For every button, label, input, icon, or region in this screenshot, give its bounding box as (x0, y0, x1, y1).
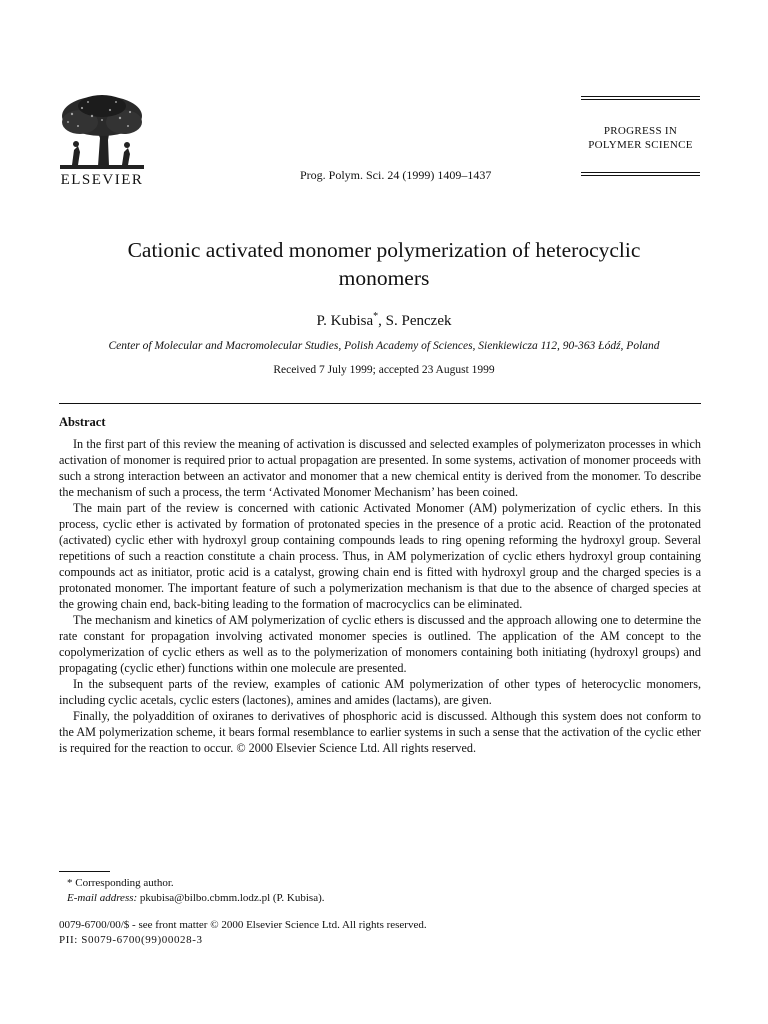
journal-name-line: POLYMER SCIENCE (588, 139, 693, 151)
author-name: P. Kubisa (316, 313, 374, 329)
title-line: monomers (338, 266, 430, 290)
rule-divider (581, 172, 700, 173)
section-divider (59, 403, 701, 404)
corresponding-author-note: * Corresponding author. (67, 877, 174, 889)
journal-name (581, 124, 700, 152)
author-separator: , (378, 313, 386, 329)
footnotes (59, 876, 701, 906)
rule-divider (581, 175, 700, 176)
copyright-line: 0079-6700/00/$ - see front matter © 2000 Elsevier Science Ltd. All rights reserved. (59, 919, 427, 931)
journal-citation: Prog. Polym. Sci. 24 (1999) 1409–1437 (300, 168, 492, 182)
rule-divider (581, 99, 700, 100)
journal-banner (581, 96, 700, 178)
email-note (59, 891, 701, 906)
pii-line: PII: S0079-6700(99)00028-3 (59, 934, 203, 946)
footnote-divider (59, 871, 110, 872)
rule-divider (581, 96, 700, 97)
author-affiliation: Center of Molecular and Macromolecular Studies, Polish Academy of Sciences, Sienkiewicza 112, 90-363 Łódź, Poland (108, 340, 660, 352)
article-title (80, 236, 688, 292)
elsevier-tree-logo-icon (58, 94, 146, 172)
publisher-name: ELSEVIER (60, 172, 144, 188)
abstract-paragraph: In the subsequent parts of the review, examples of cationic AM polymerization of other types of heterocyclic monomers, including cyclic acetals, cyclic esters (lactones), amines and amides (lactams), are given. (59, 677, 701, 707)
abstract-paragraph: The main part of the review is concerned with cationic Activated Monomer (AM) polymerization of cyclic ethers. In this process, cyclic ether is activated by formation of protonated species in the presence of a protic acid. Reaction of the protonated (activated) cyclic ether with hydroxyl group containing compounds leads to ring opening reforming the hydroxyl group. Several repetitions of such a reaction constitute a chain process. Thus, in AM polymerization of cyclic ethers hydroxyl group containing compounds act as initiator, protic acid is a catalyst, growing chain end is fitted with hydroxyl group and the charged species is a protonated monomer. The important feature of such a polymerization mechanism is that due to the absence of charged species at the growing chain end, back-biting leading to the formation of macrocyclics can be eliminated. (59, 501, 701, 611)
email-value: pkubisa@bilbo.cbmm.lodz.pl (P. Kubisa). (137, 892, 325, 904)
journal-name-line: PROGRESS IN (603, 125, 678, 137)
abstract-paragraph: In the first part of this review the meaning of activation is discussed and selected examples of polymerizaton processes in which activation of monomer is required prior to actual propagation are presented. In some systems, activation of monomer proceeds with such a strong interaction between an activator and monomer that a new chemical entity is derived from the monomer. To describe the mechanism of such a process, the term ‘Activated Monomer Mechanism’ has been coined. (59, 437, 701, 499)
publisher-logo (58, 94, 146, 188)
email-label: E-mail address: (67, 892, 138, 904)
author-name: S. Penczek (385, 313, 452, 329)
abstract-section (59, 414, 701, 756)
abstract-paragraph: Finally, the polyaddition of oxiranes to derivatives of phosphoric acid is discussed. Although this system does not conform to the AM polymerization scheme, it bears formal resemblance to earlier systems in such a sense that the activation of the cyclic ether is required for the reaction to occur. © 2000 Elsevier Science Ltd. All rights reserved. (59, 709, 701, 755)
title-line: Cationic activated monomer polymerization of heterocyclic (127, 238, 641, 262)
copyright-block (59, 918, 701, 948)
corresponding-author-mark: * (373, 311, 379, 322)
abstract-heading: Abstract (59, 415, 106, 429)
abstract-paragraph: The mechanism and kinetics of AM polymerization of cyclic ethers is discussed and the approach allowing one to determine the rate constant for propagation involving activated monomer species is outlined. The application of the AM concept to the copolymerization of cyclic ethers as well as to the polymerization of monomers containing both initiating (hydroxyl groups) and propagating (cyclic ether) functions within one molecule are presented. (59, 613, 701, 675)
author-list (0, 311, 768, 330)
article-dates: Received 7 July 1999; accepted 23 August 1999 (273, 364, 495, 376)
